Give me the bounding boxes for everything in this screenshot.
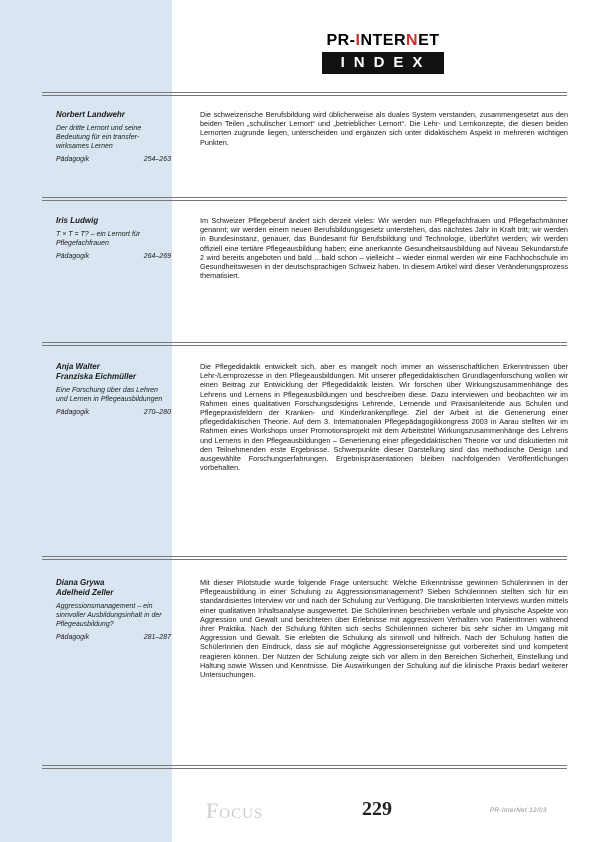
divider — [42, 92, 567, 93]
entry-meta — [56, 110, 171, 164]
entry-meta — [56, 362, 171, 417]
section-pages — [56, 252, 171, 261]
article-subtitle: Der dritte Lernort und seine Bedeutung für ein transfer-wirksames Lernen — [56, 125, 142, 150]
footer-journal: PR-InterNet 12/03 — [490, 808, 547, 814]
article-abstract: Mit dieser Pilotstudie wurde folgende Frage untersucht: Welche Erkenntnisse gewinnen Schülerinnen in der Pflegeausbildung in einer Schulung zu Aggressionsmanagement? Sieben Schülerinnen stellten sich für ein standardisiertes Interview vor und nach der Schulung zur Verfügung. Die transkribierten Interviews wurden mittels einer qualitativen Inhaltsanalyse ausgewertet. Die Schülerinnen beschrieben verbale und physische Aspekte von Aggression und Gewalt und berichteten über Erlebnisse mit aggressivem Verhalten von PatientInnen während ihrer Praktika. Nach der Schulung fühlten sich sechs Schülerinnen sicherer bis sehr sicher im Umgang mit Aggression und Gewalt. Sie erlebten die Schulung als sinnvoll und hilfreich. Nach der Schulung hatten die SchülerInnen den Eindruck, dass sie auf mögliche Aggressionsereignisse gut vorbereitet sind und kompetent reagieren können. Der Nutzen der Schulung zeigte sich vor allem in den Bereichen Sicherheit, Einstellung und Haltung sowie Wissen und Kenntnisse. Die Auswirkungen der Schulung auf die klinische Praxis bedarf weiterer Untersuchungen. — [200, 578, 568, 680]
divider — [42, 197, 567, 198]
page-range: 281–287 — [143, 634, 171, 641]
divider — [42, 345, 567, 346]
article-abstract: Die schweizerische Berufsbildung wird üblicherweise als duales System verstanden, zusammengesetzt aus den beiden Teilen „schulischer Lernort“ und „betrieblicher Lernort“. Die Lehr- und Lernkonzepte, die diesen beiden Lernorten zugrunde liegen, unterscheiden und ergänzen sich unter didaktischem Aspekt in mehreren wichtigen Punkten. — [200, 110, 568, 147]
logo-index-bar: INDEX — [322, 52, 444, 74]
section-label: Pädagogik — [56, 634, 90, 641]
author-name: Iris Ludwig — [56, 216, 99, 225]
article-subtitle: Eine Forschung über das Lehren und Lernen in Pflegeausbildungen — [56, 387, 163, 403]
author-name: Diana Grywa Adelheid Zeller — [56, 578, 114, 597]
page-number: 229 — [362, 798, 392, 820]
page-range: 264–269 — [143, 253, 171, 260]
divider — [42, 765, 567, 766]
entry-meta — [56, 578, 171, 642]
page-range: 254–263 — [143, 156, 171, 163]
section-label: Pädagogik — [56, 409, 90, 416]
divider — [42, 768, 567, 769]
entry-meta — [56, 216, 171, 261]
page-range: 270–280 — [143, 409, 171, 416]
logo-wordmark: PR-INTERNET — [322, 30, 444, 52]
section-pages — [56, 408, 171, 417]
divider — [42, 200, 567, 201]
article-subtitle: Aggressionsmanagement – ein sinnvoller Ausbildungsinhalt in der Pflegeausbildung? — [56, 603, 162, 628]
section-pages — [56, 155, 171, 164]
footer-brand: Focus — [206, 798, 264, 823]
pr-internet-index-logo — [322, 30, 444, 74]
article-abstract: Die Pflegedidaktik entwickelt sich, aber es mangelt noch immer an wissenschaftlichen Erkenntnissen über Lehr-/Lernprozesse in den Pflegeausbildungen. Mit unserer pflegedidaktischen Grundlagenforschung wollen wir einen Beitrag zur Entwicklung der Pflegedidaktik leisten. Wir forschen über Wirkungszusammenhänge des Lehrens und Lernens in Pflegeausbildungen und beschreiben diese. Dazu interviewen und beobachten wir im Rahmen eines qualitativen Forschungsdesigns Lehrende, Lernende und Praxisanleitende aus Schulen und Pflegepraxisfeldern der Kranken- und Kinderkrankenpflege. Ziel der Arbeit ist die Generierung einer pflegedidaktischen Theorie. Auf dem 3. Internationalen Pflegepädagogikkongress 2003 in Aarau stellten wir im Rahmen eines Workshops unser Promotionsprojekt mit dem Arbeitstitel Wirkungszusammenhänge des Lehrens und Lernens in den Pflegeausbildungen – Generierung einer pflegedidaktischen Theorie vor und diskutierten mit den Teilnehmenden erste Ergebnisse. Schwerpunkte dieser Darstellung sind das methodische Design und ausgewählte Forschungserfahrungen. Ergebnispräsentationen bleiben nachfolgenden Veröffentlichungen vorbehalten. — [200, 362, 568, 473]
divider — [42, 95, 567, 96]
section-label: Pädagogik — [56, 156, 90, 163]
divider — [42, 342, 567, 343]
article-abstract: Im Schweizer Pflegeberuf ändert sich derzeit vieles: Wir werden nun Pflegefachfrauen und Pflegefachmänner genannt; wir werden einem neuen Berufsbildungsgesetz unterstehen, das nächstes Jahr in Kraft tritt; wir werden in Bundesinstanz, genauer, das Bundesamt für Berufsbildung und Technologie, überführt werden; wir werden offiziell eine tertiäre Pflegeausbildung haben; eine anerkannte Gesundheitsausbildung auf Niveau Sekundarstufe 2 wird bereits angeboten und bald …bald schon – vielleicht – wieder einmal werden wir eine Fachhochschule im Gesundheitswesen in der deutschsprachigen Schweiz haben. In diesem Artikel wird dieser Veränderungsprozess thematisiert. — [200, 216, 568, 281]
author-name: Anja Walter Franziska Eichmüller — [56, 362, 137, 381]
section-label: Pädagogik — [56, 253, 90, 260]
section-pages — [56, 633, 171, 642]
divider — [42, 559, 567, 560]
author-name: Norbert Landwehr — [56, 110, 125, 119]
divider — [42, 556, 567, 557]
article-subtitle: T × T = T? – ein Lernort für Pflegefachfrauen — [56, 231, 141, 247]
